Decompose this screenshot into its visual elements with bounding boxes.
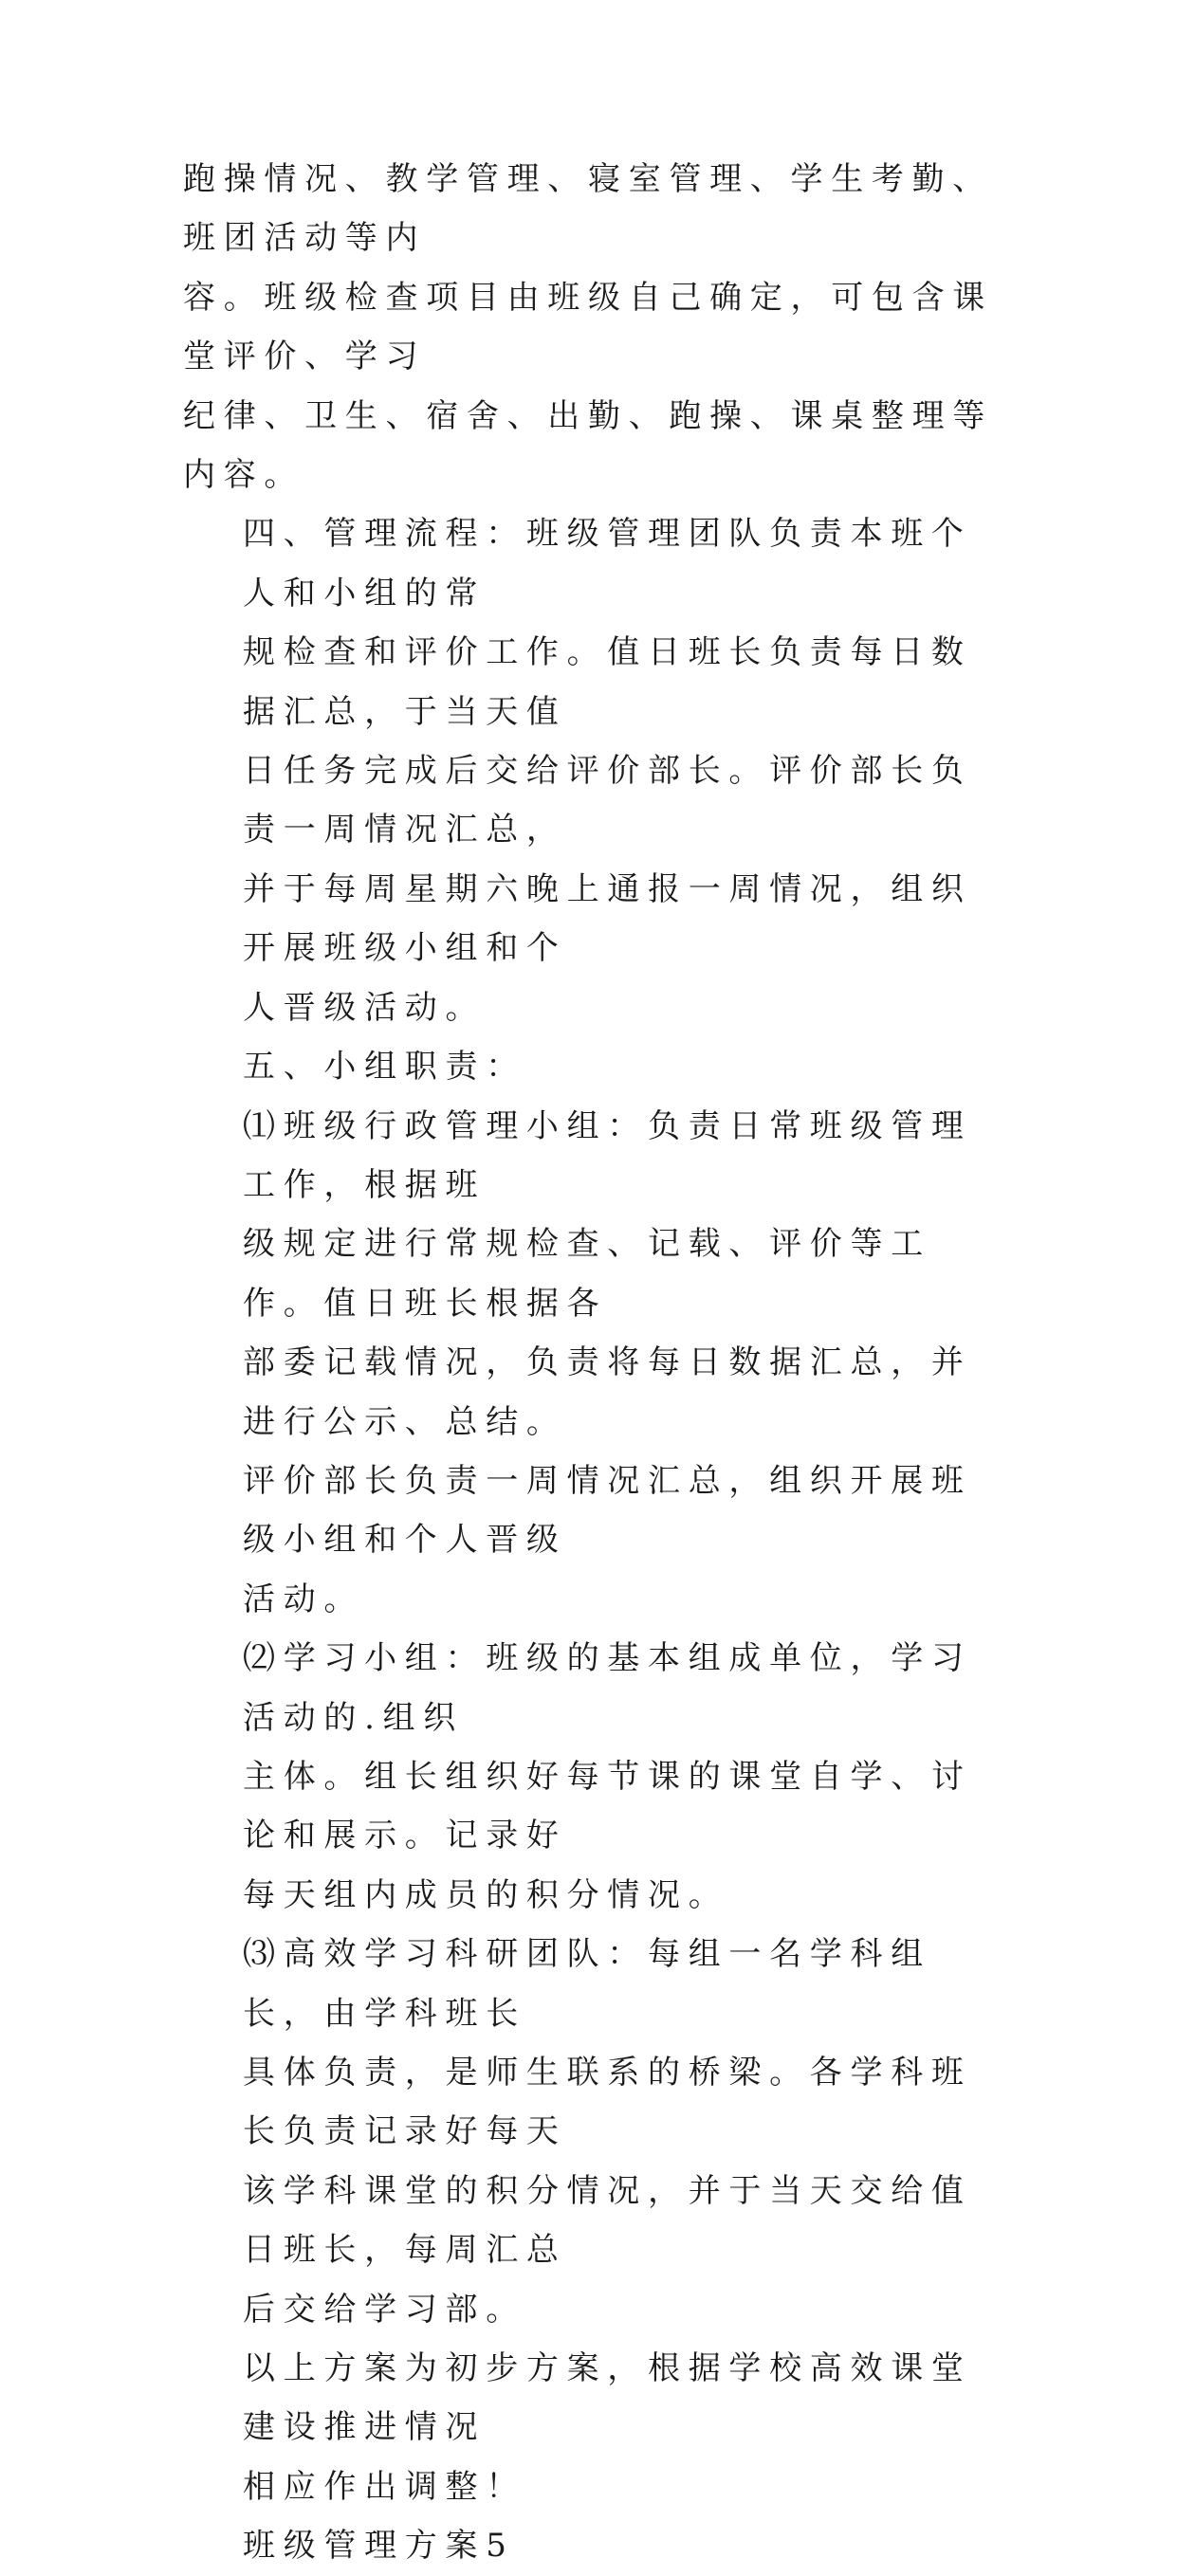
paragraph-research-team: ⑶高效学习科研团队：每组一名学科组长，由学科班长 具体负责，是师生联系的桥梁。各学科班长负责记录好每天 该学科课堂的积分情况，并于当天交给值日班长，每周汇总 后交给学习部。	[243, 1935, 972, 2329]
paragraph-admin-group: ⑴班级行政管理小组：负责日常班级管理工作，根据班 级规定进行常规检查、记载、评价等工作。值日班长根据各 部委记载情况，负责将每日数据汇总，并进行公示、总结。 评价部长负责一周情况汇总，组织开展班级小组和个人晋级 活动。	[243, 1106, 972, 1618]
paragraph-group-duties-heading: 五、小组职责：	[243, 1048, 526, 1087]
paragraph-management-process: 四、管理流程：班级管理团队负责本班个人和小组的常 规检查和评价工作。值日班长负责每日数据汇总，于当天值 日任务完成后交给评价部长。评价部长负责一周情况汇总， 并于每周星期六晚上通报一周情况，组织开展班级小组和个 人晋级活动。	[243, 515, 972, 1027]
paragraph-study-group: ⑵学习小组：班级的基本组成单位，学习活动的.组织 主体。组长组织好每节课的课堂自学、讨论和展示。记录好 每天组内成员的积分情况。	[243, 1639, 972, 1914]
section-title-plan-5: 班级管理方案5	[243, 2527, 515, 2566]
paragraph-closing-note: 以上方案为初步方案，根据学校高效课堂建设推进情况 相应作出调整！	[243, 2349, 972, 2506]
paragraph-inspection-items: 跑操情况、教学管理、寝室管理、学生考勤、班团活动等内 容。班级检查项目由班级自己确定，可包含课堂评价、学习 纪律、卫生、宿舍、出勤、跑操、课桌整理等内容。	[183, 160, 993, 495]
document-body	[183, 150, 999, 2576]
